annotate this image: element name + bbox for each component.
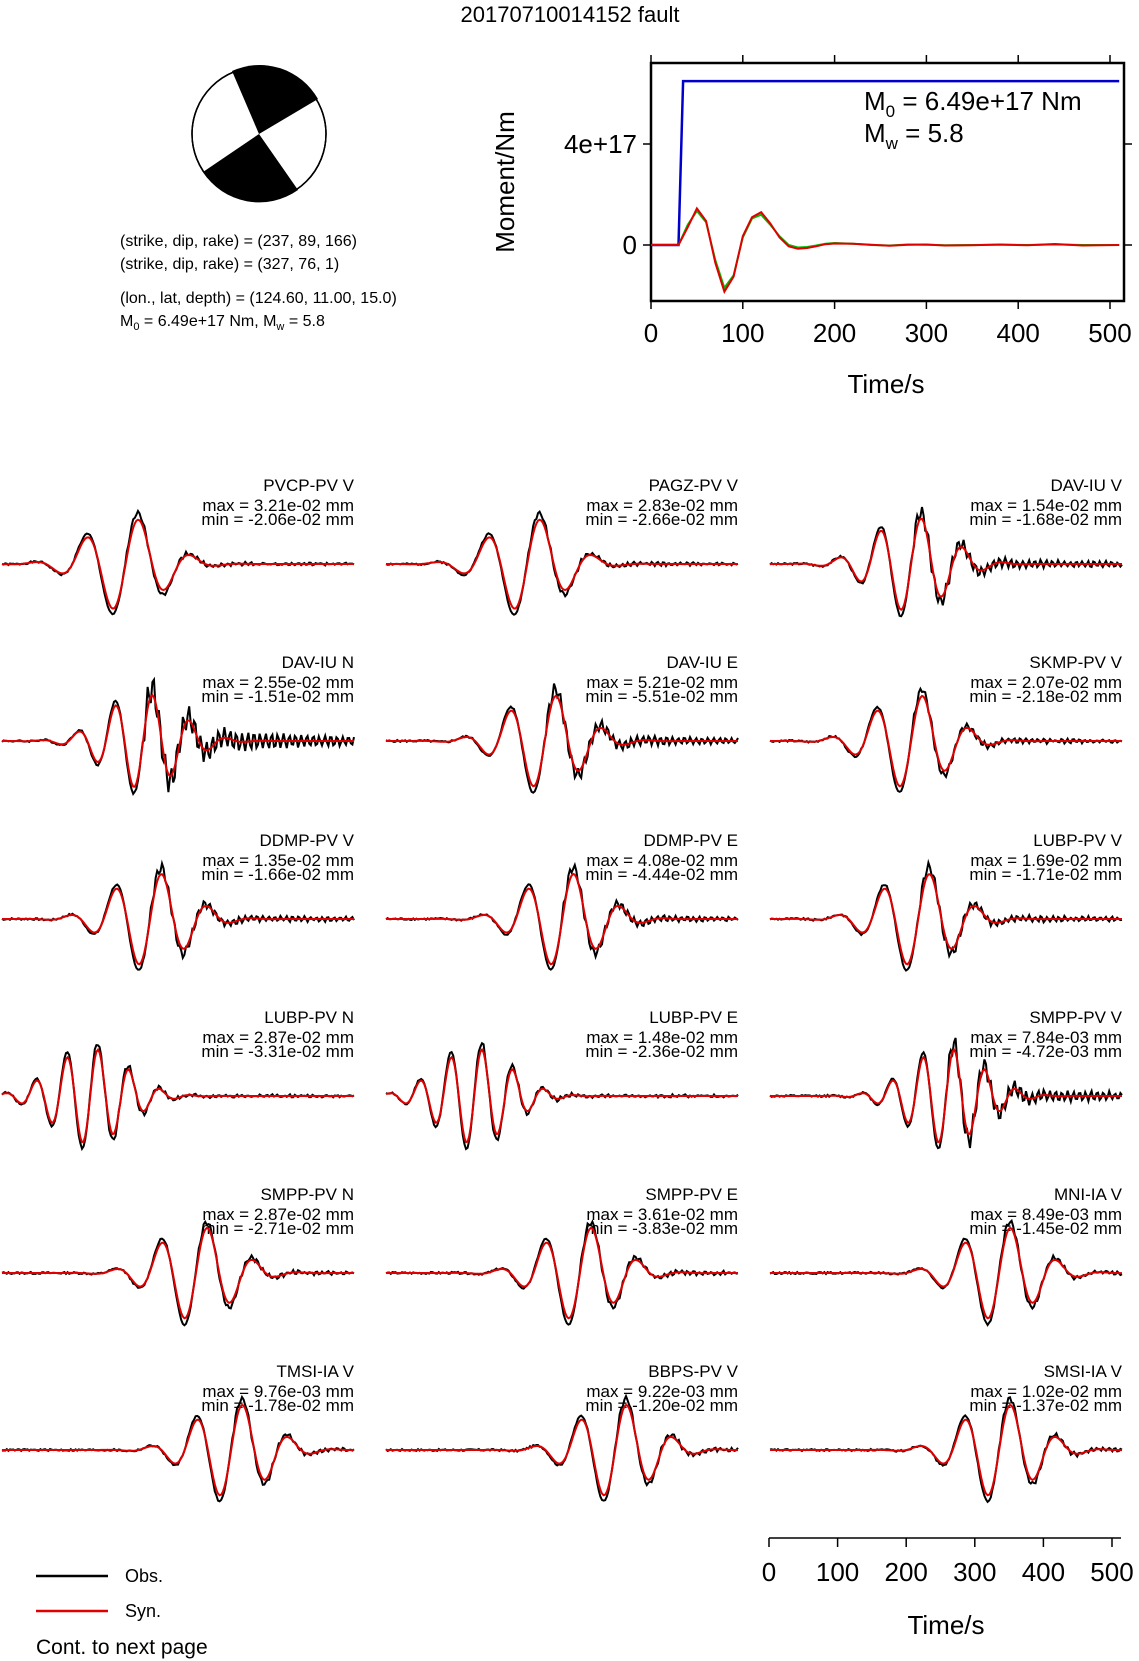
waveform-panel — [2, 1008, 354, 1149]
station-label: BBPS-PV V — [648, 1362, 738, 1381]
waveform-panel — [2, 653, 354, 794]
synthetic-trace — [386, 1405, 738, 1495]
station-min: min = -2.71e-02 mm — [201, 1219, 354, 1238]
waveform-x-label: Time/s — [907, 1610, 985, 1640]
synthetic-trace — [770, 1405, 1122, 1495]
synthetic-trace — [770, 874, 1122, 964]
synthetic-trace — [386, 1050, 738, 1142]
moment-x-tick-label: 200 — [812, 318, 857, 348]
moment-summary: $M_0 = 6.49e+17$ Nm, $M_w = 5.8$ — [120, 313, 325, 333]
station-max: max = 4.08e-02 mm — [586, 851, 738, 870]
station-min: min = -4.72e-03 mm — [969, 1042, 1122, 1061]
moment-m0-annotation: $M_0 = 6.49e+17$ Nm — [864, 86, 1082, 121]
station-max: max = 3.21e-02 mm — [202, 496, 354, 515]
station-label: DDMP-PV V — [259, 831, 354, 850]
waveform-x-tick-label: 200 — [884, 1557, 928, 1587]
synthetic-trace — [770, 519, 1122, 610]
station-max: max = 7.84e-03 mm — [970, 1028, 1122, 1047]
station-label: SMPP-PV V — [1029, 1008, 1122, 1027]
waveform-x-tick-label: 0 — [761, 1557, 777, 1587]
station-max: max = 1.02e-02 mm — [970, 1382, 1122, 1401]
waveform-panel — [2, 1362, 355, 1501]
station-max: max = 2.55e-02 mm — [202, 673, 354, 692]
station-min: min = -2.18e-02 mm — [969, 687, 1122, 706]
station-min: min = -3.31e-02 mm — [201, 1042, 354, 1061]
waveform-time-axis — [762, 1538, 1134, 1587]
beachball-icon — [192, 65, 326, 202]
legend-syn-label: Syn. — [125, 1601, 162, 1621]
waveform-panel — [386, 653, 738, 793]
station-min: min = -2.36e-02 mm — [585, 1042, 738, 1061]
waveform-panel — [770, 1362, 1123, 1502]
synthetic-trace — [2, 874, 354, 964]
waveform-panel — [770, 653, 1123, 792]
moment-y-tick-label: 0 — [622, 230, 637, 260]
legend — [36, 1566, 163, 1621]
station-min: min = -1.78e-02 mm — [201, 1396, 354, 1415]
event-location: (lon., lat, depth) = (124.60, 11.00, 15.0) — [120, 290, 397, 307]
waveform-panel — [386, 831, 738, 970]
station-max: max = 8.49e-03 mm — [970, 1205, 1122, 1224]
station-label: LUBP-PV N — [264, 1008, 354, 1027]
station-label: PVCP-PV V — [263, 476, 354, 495]
synthetic-trace — [386, 874, 738, 964]
moment-x-tick-label: 400 — [996, 318, 1040, 348]
waveform-x-tick-label: 100 — [815, 1557, 860, 1587]
station-min: min = -2.06e-02 mm — [201, 510, 354, 529]
moment-series-2 — [651, 208, 1119, 291]
synthetic-trace — [2, 1405, 354, 1495]
moment-y-axis — [564, 129, 1132, 260]
station-label: SMPP-PV E — [645, 1185, 738, 1204]
moment-y-tick-label: 4e+17 — [563, 129, 637, 159]
station-max: max = 1.48e-02 mm — [586, 1028, 738, 1047]
synthetic-trace — [2, 520, 354, 609]
moment-x-tick-label: 100 — [721, 318, 765, 348]
waveform-panel — [2, 831, 355, 970]
waveform-panel — [2, 476, 355, 614]
waveform-panel — [2, 1185, 354, 1325]
synthetic-trace — [770, 1050, 1122, 1142]
station-label: DAV-IU N — [281, 653, 354, 672]
station-label: DAV-IU V — [1050, 476, 1122, 495]
station-max: max = 1.69e-02 mm — [970, 851, 1122, 870]
nodal-plane-1: (strike, dip, rake) = (237, 89, 166) — [120, 233, 357, 250]
moment-x-label: Time/s — [847, 369, 925, 399]
station-max: max = 2.87e-02 mm — [202, 1028, 354, 1047]
waveform-panel — [770, 1008, 1123, 1148]
station-max: max = 1.35e-02 mm — [202, 851, 354, 870]
station-min: min = -1.66e-02 mm — [201, 865, 354, 884]
station-max: max = 3.61e-02 mm — [586, 1205, 738, 1224]
synthetic-trace — [2, 695, 354, 787]
station-label: DAV-IU E — [666, 653, 738, 672]
waveform-panel — [770, 476, 1123, 616]
station-label: SMSI-IA V — [1043, 1362, 1122, 1381]
station-min: min = -1.71e-02 mm — [969, 865, 1122, 884]
waveform-panel — [386, 1008, 738, 1149]
nodal-plane-2: (strike, dip, rake) = (327, 76, 1) — [120, 256, 340, 273]
station-label: SMPP-PV N — [260, 1185, 354, 1204]
moment-x-tick-label: 500 — [1088, 318, 1132, 348]
station-min: min = -1.68e-02 mm — [969, 510, 1122, 529]
page-title: 20170710014152 fault — [460, 2, 680, 27]
station-label: MNI-IA V — [1053, 1185, 1122, 1204]
waveform-grid — [2, 476, 1123, 1502]
moment-x-tick-label: 300 — [904, 318, 949, 348]
station-min: min = -1.45e-02 mm — [969, 1219, 1122, 1238]
waveform-panel — [386, 1185, 738, 1325]
waveform-x-tick-label: 500 — [1090, 1557, 1134, 1587]
station-max: max = 9.76e-03 mm — [202, 1382, 354, 1401]
synthetic-trace — [386, 520, 738, 609]
station-label: SKMP-PV V — [1029, 653, 1122, 672]
station-label: TMSI-IA V — [276, 1362, 354, 1381]
station-min: min = -1.51e-02 mm — [201, 687, 354, 706]
waveform-panel — [770, 1185, 1123, 1325]
station-min: min = -5.51e-02 mm — [585, 687, 738, 706]
waveform-panel — [386, 476, 739, 615]
moment-series-1 — [651, 211, 1119, 288]
moment-rate-plot — [490, 55, 1132, 399]
station-min: min = -3.83e-02 mm — [585, 1219, 738, 1238]
synthetic-trace — [770, 1228, 1122, 1318]
waveform-panel — [386, 1362, 739, 1501]
moment-mw-annotation: $M_w = 5.8$ — [864, 118, 964, 153]
station-min: min = -2.66e-02 mm — [585, 510, 738, 529]
waveform-panel — [770, 831, 1123, 971]
station-label: DDMP-PV E — [643, 831, 738, 850]
station-label: PAGZ-PV V — [648, 476, 738, 495]
station-min: min = -1.20e-02 mm — [585, 1396, 738, 1415]
moment-y-label: Moment/Nm — [490, 111, 520, 253]
station-min: min = -4.44e-02 mm — [585, 865, 738, 884]
station-label: LUBP-PV V — [1033, 831, 1122, 850]
synthetic-trace — [386, 696, 738, 786]
waveform-x-tick-label: 400 — [1021, 1557, 1066, 1587]
station-min: min = -1.37e-02 mm — [969, 1396, 1122, 1415]
station-label: LUBP-PV E — [649, 1008, 738, 1027]
station-max: max = 5.21e-02 mm — [586, 673, 738, 692]
waveform-x-tick-label: 300 — [953, 1557, 997, 1587]
synthetic-trace — [2, 1228, 354, 1318]
station-max: max = 9.22e-03 mm — [586, 1382, 738, 1401]
station-max: max = 1.54e-02 mm — [970, 496, 1122, 515]
synthetic-trace — [386, 1228, 738, 1318]
legend-obs-label: Obs. — [125, 1566, 164, 1586]
continue-note: Cont. to next page — [36, 1636, 208, 1659]
station-max: max = 2.07e-02 mm — [970, 673, 1122, 692]
station-max: max = 2.87e-02 mm — [202, 1205, 354, 1224]
moment-x-tick-label: 0 — [643, 318, 659, 348]
station-max: max = 2.83e-02 mm — [586, 496, 738, 515]
